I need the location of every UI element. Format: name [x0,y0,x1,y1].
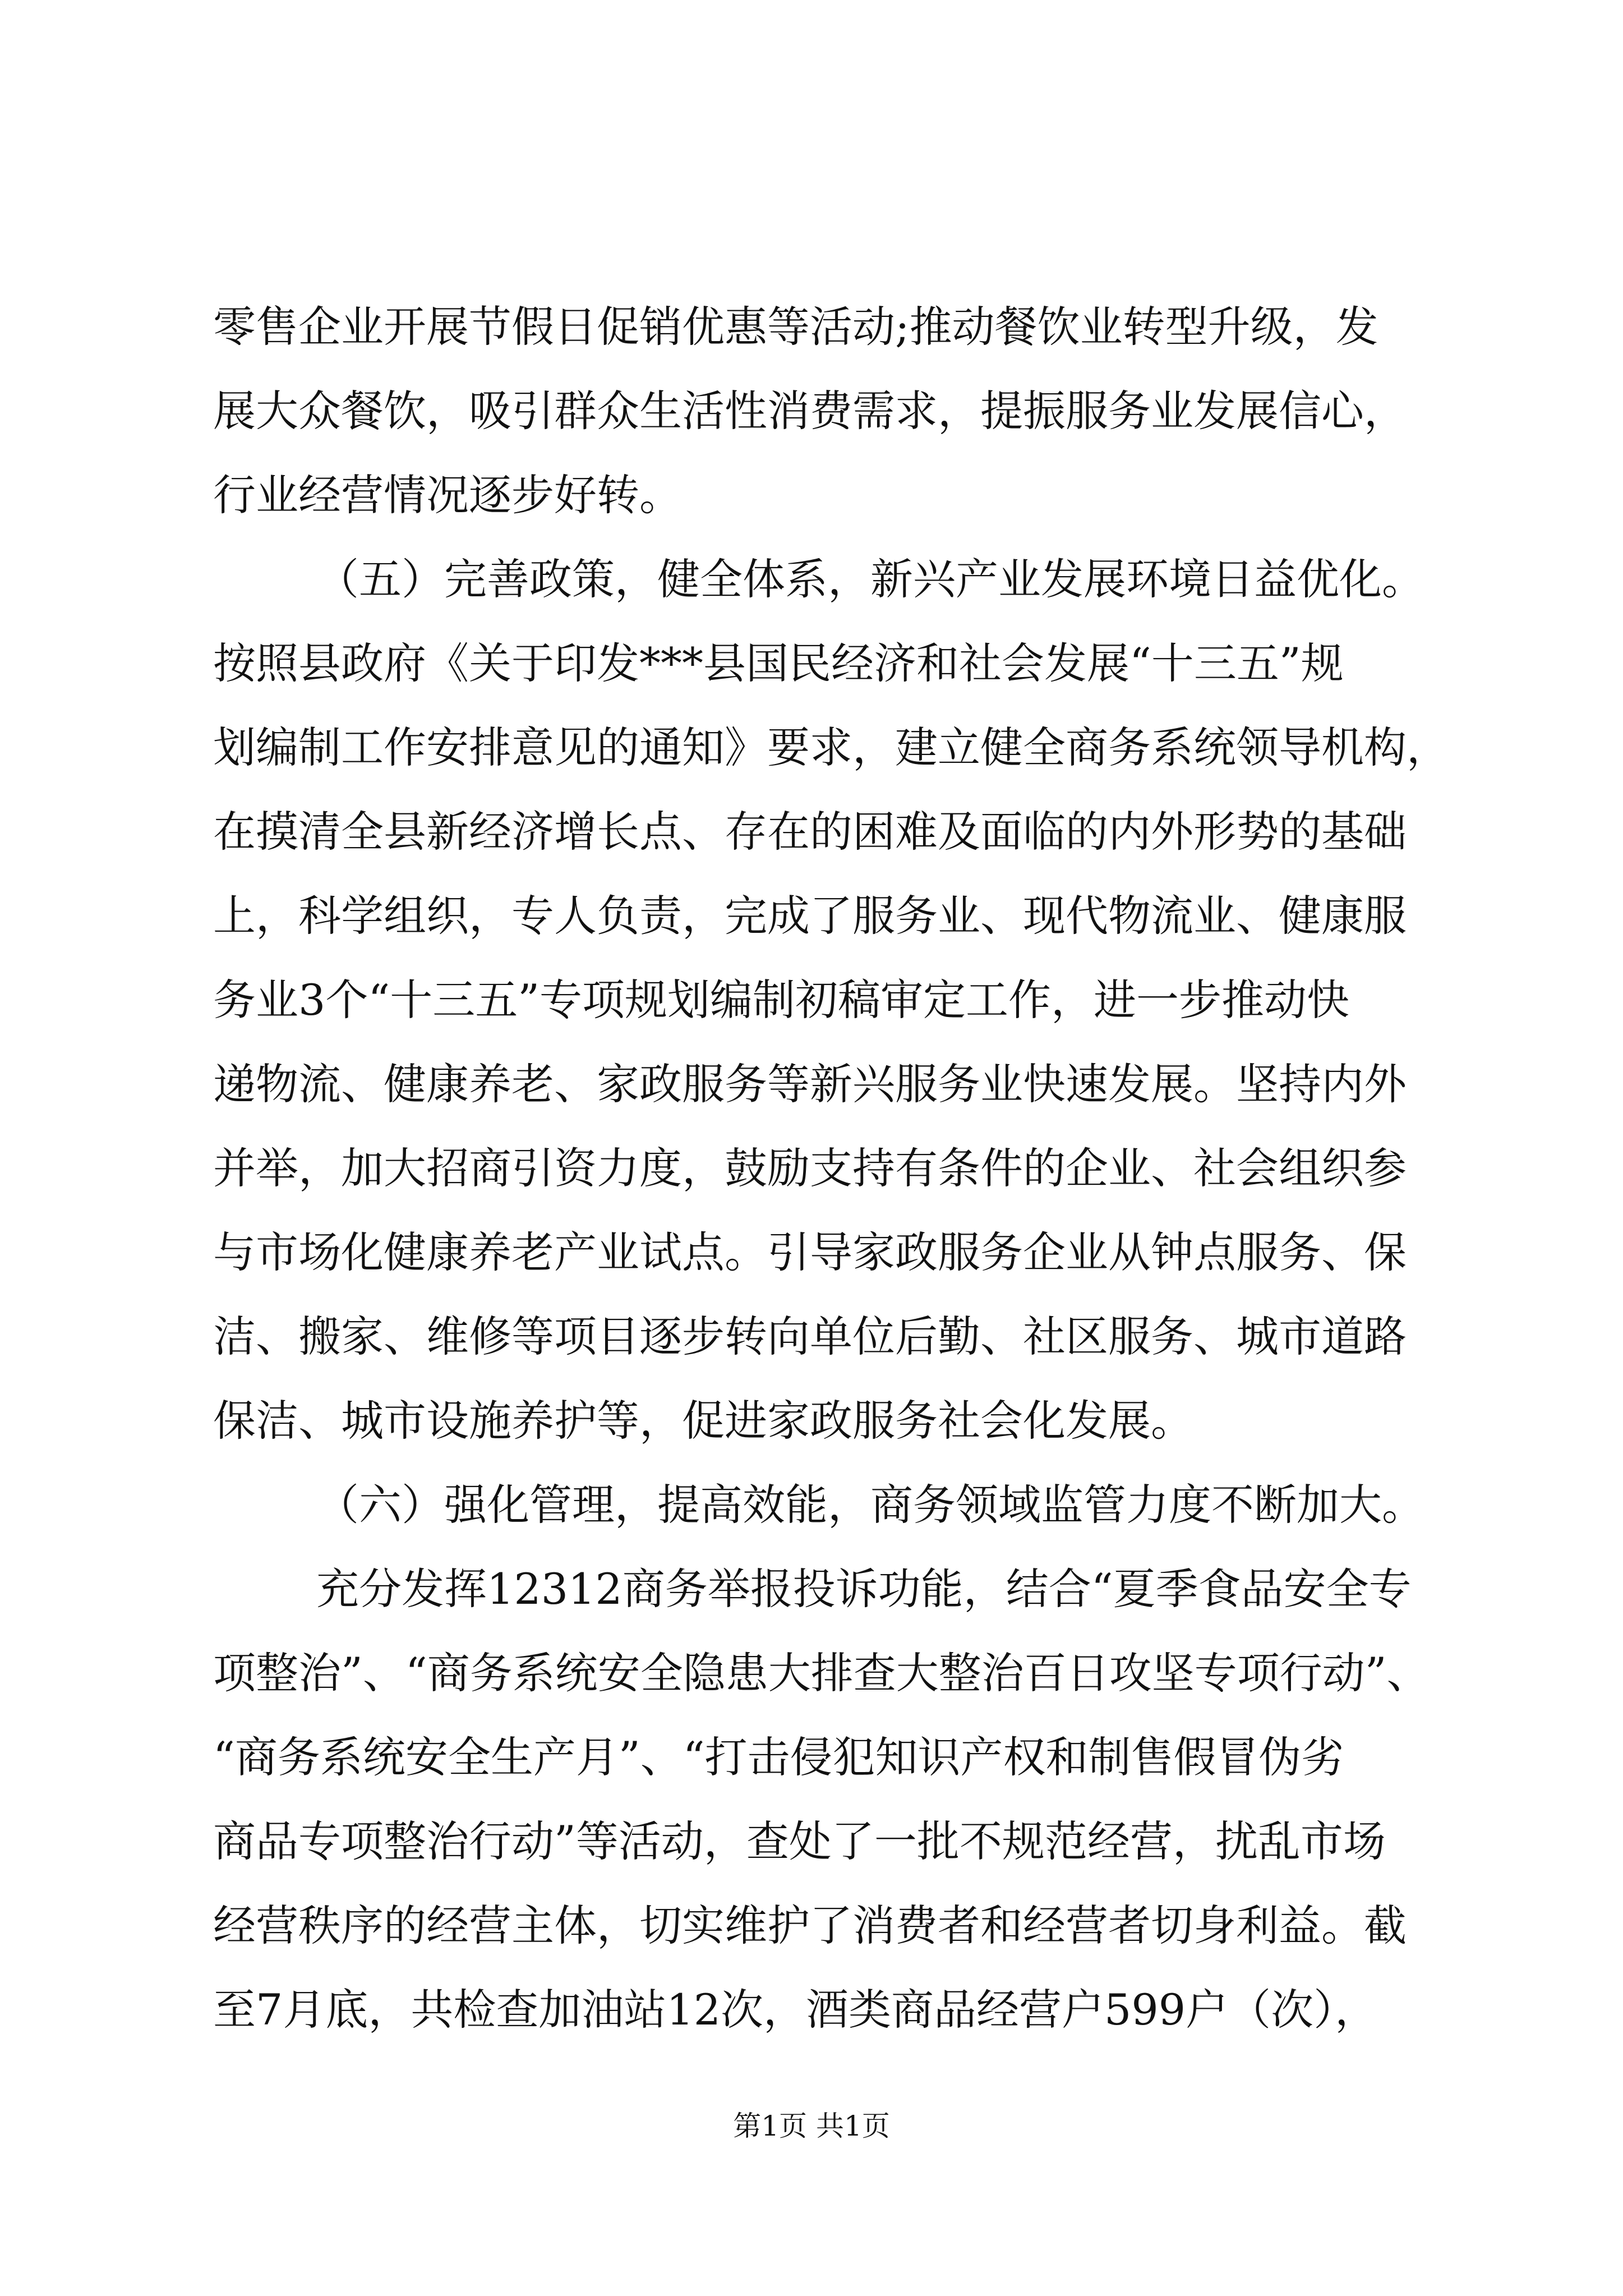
paragraph-line: 按照县政府《关于印发***县国民经济和社会发展“十三五”规 [213,638,1344,688]
paragraph-line: 展大众餐饮，吸引群众生活性消费需求，提振服务业发展信心， [213,386,1407,436]
paragraph-line: 递物流、健康养老、家政服务等新兴服务业快速发展。坚持内外 [213,1059,1407,1109]
paragraph-line: 充分发挥12312商务举报投诉功能，结合“夏季食品安全专 [316,1564,1412,1614]
document-body [213,285,1449,2052]
paragraph-line: 行业经营情况逐步好转。 [213,470,682,520]
paragraph-line: 商品专项整治行动”等活动，查处了一批不规范经营，扰乱市场 [213,1816,1386,1866]
paragraph-line: 划编制工作安排意见的通知》要求，建立健全商务系统领导机构， [213,723,1449,772]
paragraph-line: 务业3个“十三五”专项规划编制初稿审定工作，进一步推动快 [213,975,1350,1025]
paragraph-line: 保洁、城市设施养护等，促进家政服务社会化发展。 [213,1396,1193,1446]
paragraph-line: 在摸清全县新经济增长点、存在的困难及面临的内外形势的基础 [213,807,1407,857]
paragraph-line: 与市场化健康养老产业试点。引导家政服务企业从钟点服务、保 [213,1227,1407,1277]
paragraph-line: 并举，加大招商引资力度，鼓励支持有条件的企业、社会组织参 [213,1143,1407,1193]
paragraph-line: 洁、搬家、维修等项目逐步转向单位后勤、社区服务、城市道路 [213,1312,1407,1361]
section-heading-line: （五）完善政策，健全体系，新兴产业发展环境日益优化。 [316,554,1424,604]
paragraph-line: 上，科学组织，专人负责，完成了服务业、现代物流业、健康服 [213,891,1407,941]
paragraph-line: 经营秩序的经营主体，切实维护了消费者和经营者切身利益。截 [213,1901,1407,1950]
page-footer: 第1页 共1页 [733,2110,890,2142]
paragraph-line: 零售企业开展节假日促销优惠等活动;推动餐饮业转型升级，发 [213,302,1378,352]
paragraph-line: “商务系统安全生产月”、“打击侵犯知识产权和制售假冒伪劣 [213,1732,1344,1782]
section-heading-line: （六）强化管理，提高效能，商务领域监管力度不断加大。 [316,1480,1424,1530]
paragraph-line: 至7月底，共检查加油站12次，酒类商品经营户599户（次）， [213,1985,1378,2035]
paragraph-line: 项整治”、“商务系统安全隐患大排查大整治百日攻坚专项行动”、 [213,1648,1430,1698]
